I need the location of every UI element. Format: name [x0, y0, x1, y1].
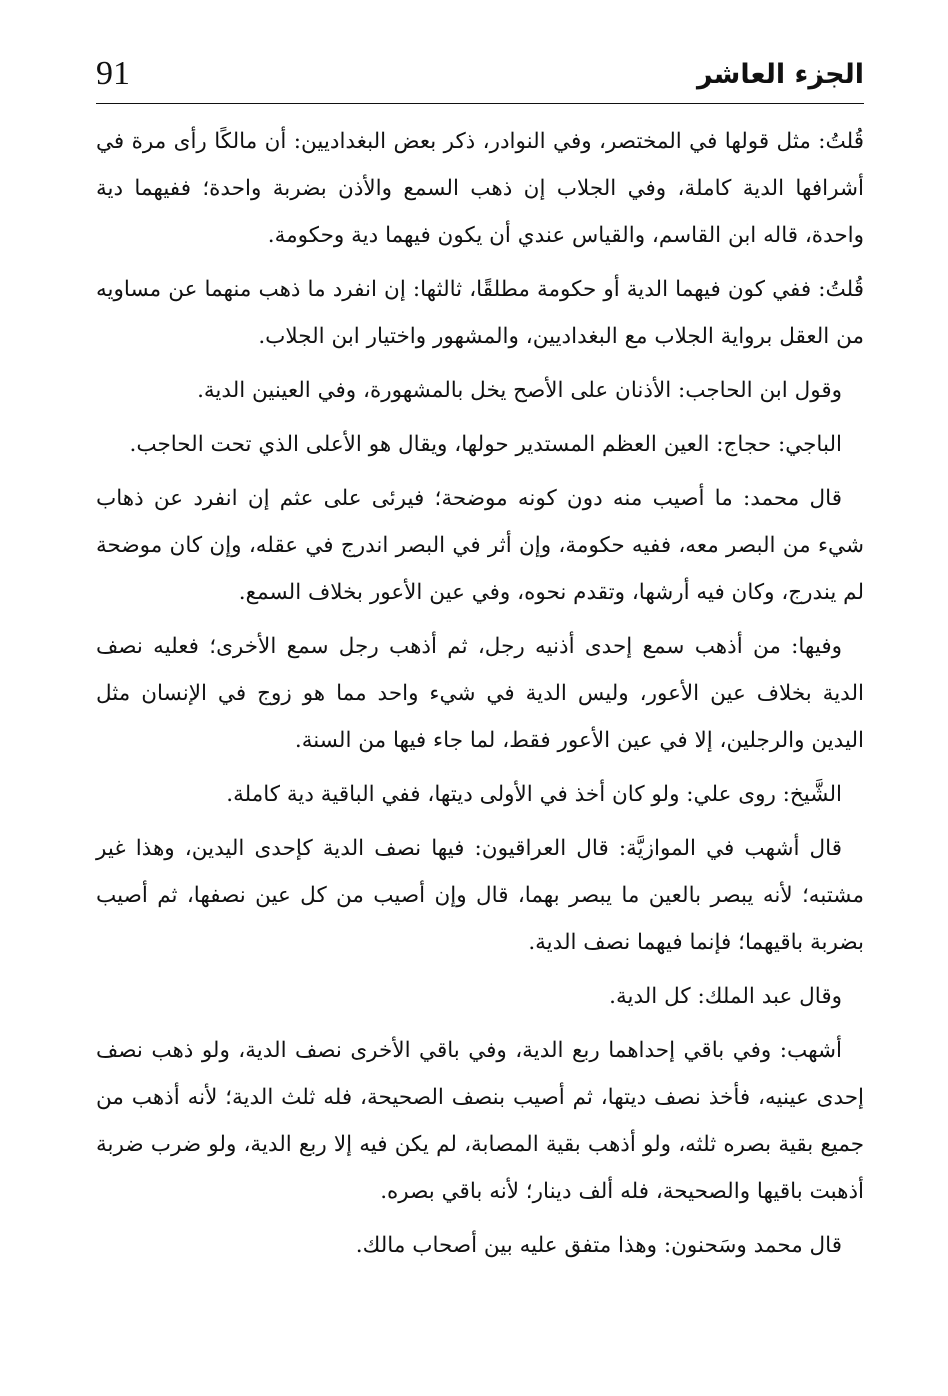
paragraph: قال أشهب في الموازيَّة: قال العراقيون: فيها نصف الدية كإحدى اليدين، وهذا غير مشتبه؛ لأنه يبصر بالعين ما يبصر بهما، قال وإن أصيب من كل عين نصفها، ثم أصيب بضربة باقيهما؛ فإنما فيهما نصف الدية. [96, 836, 864, 955]
paragraph: قال محمد وسَحنون: وهذا متفق عليه بين أصحاب مالك. [355, 1233, 842, 1258]
body-text [96, 118, 864, 1276]
paragraph: الشَّيخ: روى علي: ولو كان أخذ في الأولى ديتها، ففي الباقية دية كاملة. [226, 782, 842, 807]
paragraph: وقول ابن الحاجب: الأذنان على الأصح يخل بالمشهورة، وفي العينين الدية. [197, 378, 842, 403]
page-number: 91 [96, 55, 130, 92]
paragraph: الباجي: حجاج: العين العظم المستدير حولها، ويقال هو الأعلى الذي تحت الحاجب. [129, 432, 842, 457]
header-rule [96, 103, 864, 104]
paragraph: أشهب: وفي باقي إحداهما ربع الدية، وفي باقي الأخرى نصف الدية، ولو ذهب نصف إحدى عينيه، فأخذ نصف ديتها، ثم أصيب بنصف الصحيحة، فله ثلث الدية؛ لأنه أذهب من جميع بقية بصره ثلثه، ولو أذهب بقية المصابة، لم يكن فيه إلا ربع الدية، ولو ضرب ضربة أذهبت باقيها والصحيحة، فله ألف دينار؛ لأنه باقي بصره. [96, 1038, 864, 1204]
paragraph: قال محمد: ما أصيب منه دون كونه موضحة؛ فيرئى على عثم إن انفرد عن ذهاب شيء من البصر معه، ففيه حكومة، وإن أثر في البصر اندرج في عقله، وإن كان موضحة لم يندرج، وكان فيه أرشها، وتقدم نحوه، وفي عين الأعور بخلاف السمع. [96, 486, 864, 605]
paragraph: وقال عبد الملك: كل الدية. [609, 984, 842, 1009]
paragraph: قُلتُ: ففي كون فيهما الدية أو حكومة مطلقًا، ثالثها: إن انفرد ما ذهب منهما عن مساويه من العقل برواية الجلاب مع البغداديين، والمشهور واختيار ابن الجلاب. [96, 277, 864, 349]
paragraph: وفيها: من أذهب سمع إحدى أذنيه رجل، ثم أذهب رجل سمع الأخرى؛ فعليه نصف الدية بخلاف عين الأعور، وليس الدية في شيء واحد مما هو زوج في الإنسان مثل اليدين والرجلين، إلا في عين الأعور فقط، لما جاء فيها من السنة. [96, 634, 864, 753]
page-header [96, 52, 864, 102]
running-head: الجزء العاشر [697, 59, 864, 90]
paragraph: قُلتُ: مثل قولها في المختصر، وفي النوادر، ذكر بعض البغداديين: أن مالكًا رأى مرة في أشرافها الدية كاملة، وفي الجلاب إن ذهب السمع والأذن بضربة واحدة؛ ففيهما دية واحدة، قاله ابن القاسم، والقياس عندي أن يكون فيهما دية وحكومة. [96, 129, 864, 248]
